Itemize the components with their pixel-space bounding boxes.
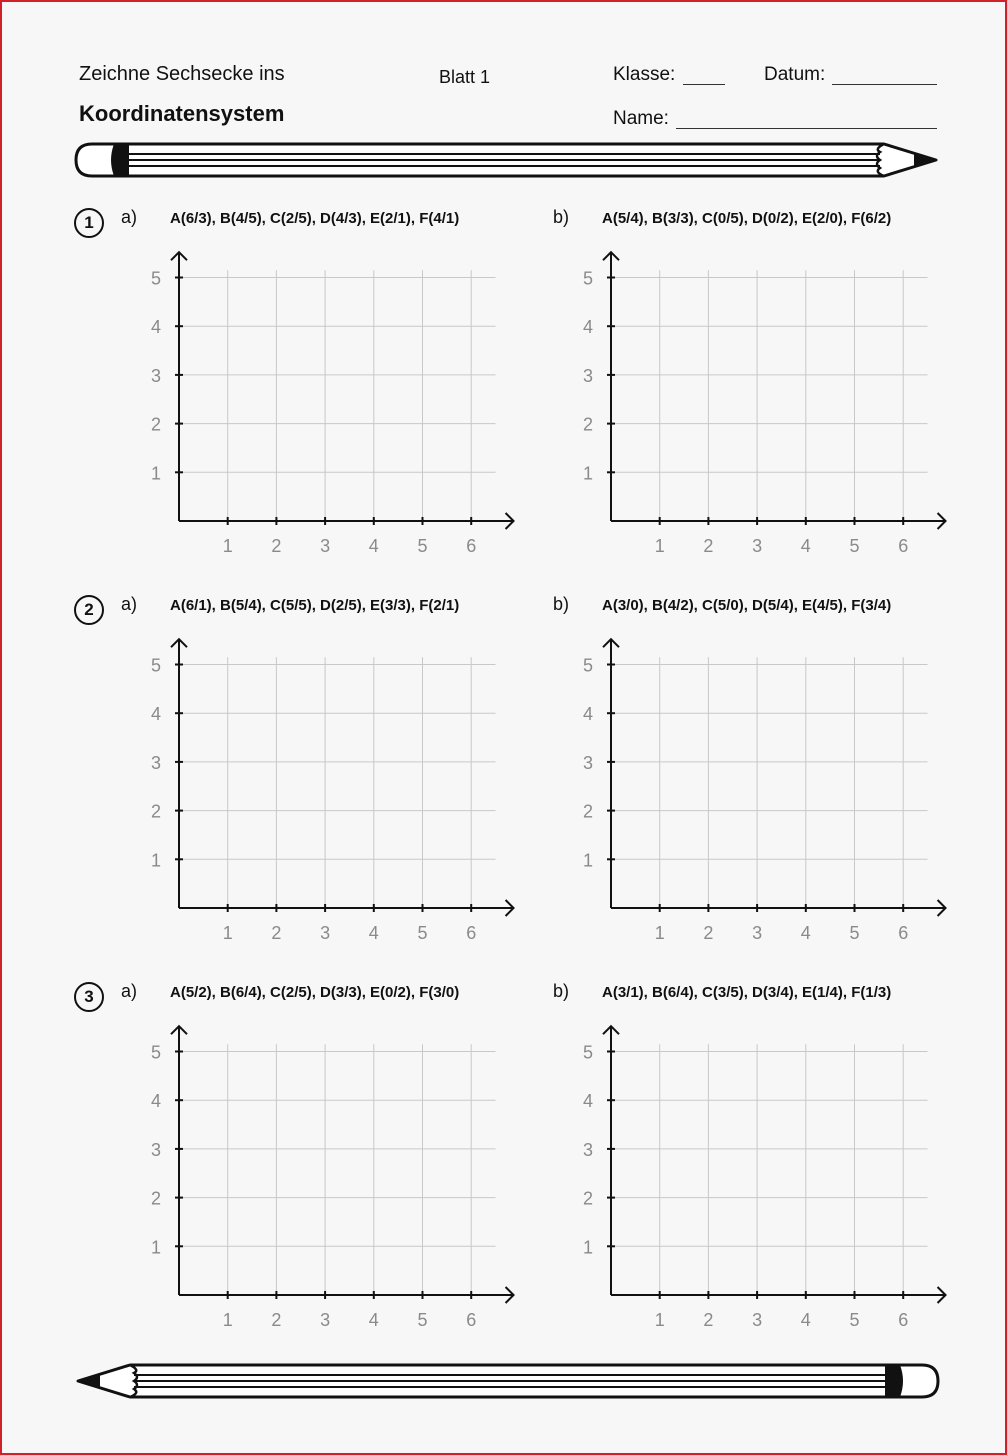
x-tick-label: 2 (703, 536, 714, 556)
task-3a-points: A(5/2), B(6/4), C(2/5), D(3/3), E(0/2), F(3/0) (170, 984, 460, 1001)
x-tick-label: 4 (368, 923, 379, 943)
date-field[interactable] (832, 84, 937, 85)
task-2b-label: b) (553, 594, 570, 614)
x-tick-label: 1 (654, 1310, 665, 1330)
y-tick-label: 4 (150, 704, 161, 725)
y-tick-label: 3 (150, 752, 161, 773)
date-label: Datum: (764, 64, 826, 85)
x-tick-label: 5 (417, 923, 428, 943)
x-tick-label: 6 (898, 536, 909, 556)
y-tick-label: 3 (582, 752, 593, 773)
pencil-icon (74, 1363, 940, 1401)
task-3a-label: a) (121, 981, 138, 1001)
task-1b-label: b) (553, 207, 570, 227)
task-number-2: 2 (74, 595, 104, 625)
x-tick-label: 2 (271, 536, 282, 556)
coordinate-grid-3a[interactable] (149, 1042, 479, 1335)
y-tick-label: 4 (150, 317, 161, 338)
x-tick-label: 5 (417, 536, 428, 556)
y-tick-label: 5 (582, 268, 593, 289)
x-tick-label: 1 (222, 923, 233, 943)
x-tick-label: 3 (752, 1310, 763, 1330)
x-tick-label: 1 (222, 1310, 233, 1330)
y-tick-label: 2 (582, 801, 593, 822)
worksheet-title-line1: Zeichne Sechsecke ins (79, 63, 285, 85)
y-tick-label: 5 (150, 1042, 161, 1063)
x-tick-label: 1 (222, 536, 233, 556)
coordinate-grid-2b[interactable] (581, 655, 911, 948)
name-field[interactable] (676, 128, 937, 129)
y-tick-label: 2 (150, 414, 161, 435)
task-2b-points: A(3/0), B(4/2), C(5/0), D(5/4), E(4/5), F(3/4) (602, 597, 892, 614)
x-tick-label: 6 (898, 1310, 909, 1330)
y-tick-label: 5 (582, 1042, 593, 1063)
x-tick-label: 1 (654, 923, 665, 943)
y-tick-label: 1 (582, 850, 593, 871)
y-tick-label: 4 (582, 704, 593, 725)
x-tick-label: 2 (271, 1310, 282, 1330)
task-3b-label: b) (553, 981, 570, 1001)
y-tick-label: 2 (150, 1188, 161, 1209)
task-1a-label: a) (121, 207, 138, 227)
pencil-icon (74, 142, 940, 180)
x-tick-label: 5 (849, 536, 860, 556)
x-tick-label: 3 (320, 536, 331, 556)
y-tick-label: 1 (582, 1237, 593, 1258)
task-number-3: 3 (74, 982, 104, 1012)
y-tick-label: 1 (582, 463, 593, 484)
y-tick-label: 5 (582, 655, 593, 676)
task-2a-label: a) (121, 594, 138, 614)
y-tick-label: 4 (582, 317, 593, 338)
sheet-number: Blatt 1 (439, 67, 491, 87)
x-tick-label: 6 (466, 923, 477, 943)
worksheet-title-line2: Koordinatensystem (79, 101, 285, 126)
x-tick-label: 3 (320, 1310, 331, 1330)
x-tick-label: 2 (703, 1310, 714, 1330)
coordinate-grid-1a[interactable] (149, 268, 479, 561)
y-tick-label: 4 (582, 1091, 593, 1112)
x-tick-label: 4 (368, 1310, 379, 1330)
x-tick-label: 4 (800, 536, 811, 556)
x-tick-label: 5 (417, 1310, 428, 1330)
y-tick-label: 3 (582, 365, 593, 386)
y-tick-label: 1 (150, 463, 161, 484)
y-tick-label: 2 (150, 801, 161, 822)
task-2a-points: A(6/1), B(5/4), C(5/5), D(2/5), E(3/3), F(2/1) (170, 597, 460, 614)
y-tick-label: 3 (582, 1139, 593, 1160)
x-tick-label: 6 (898, 923, 909, 943)
x-tick-label: 2 (703, 923, 714, 943)
y-tick-label: 5 (150, 655, 161, 676)
x-tick-label: 3 (752, 536, 763, 556)
x-tick-label: 3 (752, 923, 763, 943)
x-tick-label: 4 (800, 923, 811, 943)
class-field[interactable] (683, 84, 725, 85)
y-tick-label: 2 (582, 414, 593, 435)
x-tick-label: 6 (466, 536, 477, 556)
class-label: Klasse: (613, 64, 676, 85)
name-label: Name: (613, 108, 669, 129)
x-tick-label: 1 (654, 536, 665, 556)
task-3b-points: A(3/1), B(6/4), C(3/5), D(3/4), E(1/4), F(1/3) (602, 984, 892, 1001)
task-1b-points: A(5/4), B(3/3), C(0/5), D(0/2), E(2/0), F(6/2) (602, 210, 892, 227)
coordinate-grid-2a[interactable] (149, 655, 479, 948)
x-tick-label: 4 (368, 536, 379, 556)
y-tick-label: 3 (150, 365, 161, 386)
x-tick-label: 5 (849, 923, 860, 943)
x-tick-label: 5 (849, 1310, 860, 1330)
coordinate-grid-1b[interactable] (581, 268, 911, 561)
x-tick-label: 3 (320, 923, 331, 943)
coordinate-grid-3b[interactable] (581, 1042, 911, 1335)
y-tick-label: 1 (150, 1237, 161, 1258)
task-1a-points: A(6/3), B(4/5), C(2/5), D(4/3), E(2/1), F(4/1) (170, 210, 460, 227)
y-tick-label: 4 (150, 1091, 161, 1112)
y-tick-label: 3 (150, 1139, 161, 1160)
y-tick-label: 2 (582, 1188, 593, 1209)
task-number-1: 1 (74, 208, 104, 238)
y-tick-label: 1 (150, 850, 161, 871)
x-tick-label: 4 (800, 1310, 811, 1330)
x-tick-label: 6 (466, 1310, 477, 1330)
x-tick-label: 2 (271, 923, 282, 943)
y-tick-label: 5 (150, 268, 161, 289)
